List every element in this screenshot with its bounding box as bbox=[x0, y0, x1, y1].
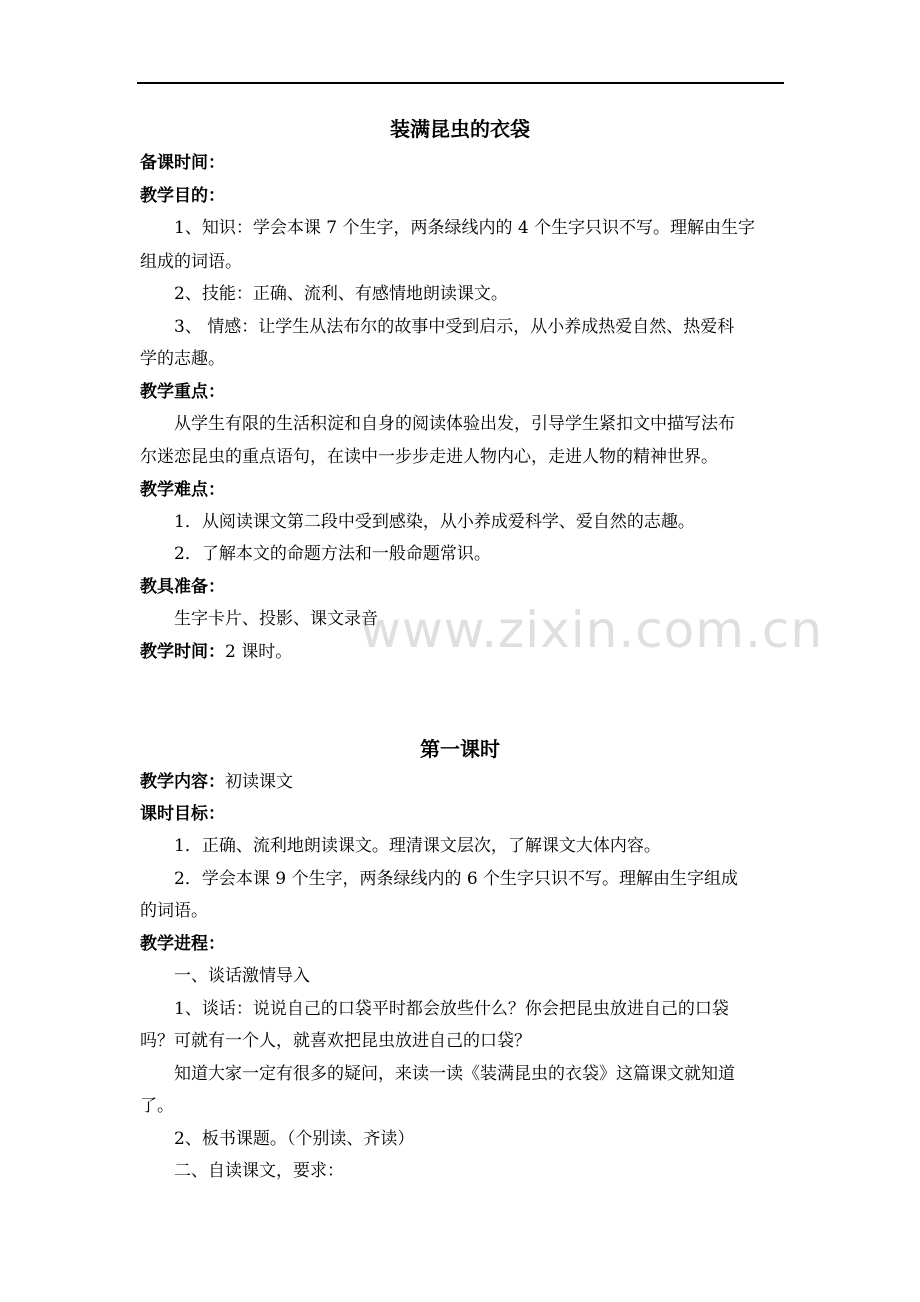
key-point-line: 从学生有限的生活积淀和自身的阅读体验出发，引导学生紧扣文中描写法布 bbox=[174, 414, 735, 434]
process-line: 了。 bbox=[140, 1096, 174, 1116]
key-points-label: 教学重点： bbox=[140, 382, 225, 402]
objective-line: 学的志趣。 bbox=[140, 349, 225, 369]
lesson-content-value: 初读课文 bbox=[225, 772, 293, 792]
materials-line: 生字卡片、投影、课文录音 bbox=[174, 609, 378, 629]
difficulty-line: 2．了解本文的命题方法和一般命题常识。 bbox=[174, 544, 491, 564]
objective-line: 2、技能：正确、流利、有感情地朗读课文。 bbox=[174, 284, 508, 304]
lesson-content-label: 教学内容： bbox=[140, 772, 225, 792]
materials-label: 教具准备： bbox=[140, 577, 225, 597]
difficulty-line: 1．从阅读课文第二段中受到感染，从小养成爱科学、爱自然的志趣。 bbox=[174, 512, 695, 532]
lesson-goal-line: 的词语。 bbox=[140, 901, 208, 921]
document-title: 装满昆虫的衣袋 bbox=[390, 117, 530, 141]
process-line: 知道大家一定有很多的疑问，来读一读《装满昆虫的衣袋》这篇课文就知道 bbox=[174, 1064, 735, 1084]
prep-time-label: 备课时间： bbox=[140, 153, 225, 173]
key-point-line: 尔迷恋昆虫的重点语句，在读中一步步走进人物内心，走进人物的精神世界。 bbox=[140, 447, 718, 467]
objective-line: 组成的词语。 bbox=[140, 252, 242, 272]
header-rule bbox=[137, 82, 784, 84]
process-line: 吗？可就有一个人，就喜欢把昆虫放进自己的口袋？ bbox=[140, 1031, 531, 1051]
process-line: 一、谈话激情导入 bbox=[174, 966, 310, 986]
lesson-goals-label: 课时目标： bbox=[140, 804, 225, 824]
process-line: 1、谈话：说说自己的口袋平时都会放些什么？你会把昆虫放进自己的口袋 bbox=[174, 999, 729, 1019]
lesson-heading: 第一课时 bbox=[420, 737, 500, 761]
lesson-goal-line: 1．正确、流利地朗读课文。理清课文层次，了解课文大体内容。 bbox=[174, 836, 661, 856]
teaching-time-value: 2 课时。 bbox=[225, 642, 293, 662]
lesson-process-label: 教学进程： bbox=[140, 934, 225, 954]
objectives-label: 教学目的： bbox=[140, 186, 225, 206]
teaching-time-label: 教学时间： bbox=[140, 642, 225, 662]
objective-line: 3、 情感：让学生从法布尔的故事中受到启示，从小养成热爱自然、热爱科 bbox=[174, 317, 735, 337]
objective-line: 1、知识：学会本课 7 个生字，两条绿线内的 4 个生字只识不写。理解由生字 bbox=[174, 218, 756, 238]
lesson-content-line bbox=[140, 771, 800, 793]
lesson-goal-line: 2．学会本课 9 个生字，两条绿线内的 6 个生字只识不写。理解由生字组成 bbox=[174, 869, 739, 889]
process-line: 2、板书课题。（个别读、齐读） bbox=[174, 1129, 415, 1149]
difficulties-label: 教学难点： bbox=[140, 480, 225, 500]
watermark: www.zixin.com.cn bbox=[360, 601, 824, 659]
process-line: 二、自读课文，要求： bbox=[174, 1161, 344, 1181]
